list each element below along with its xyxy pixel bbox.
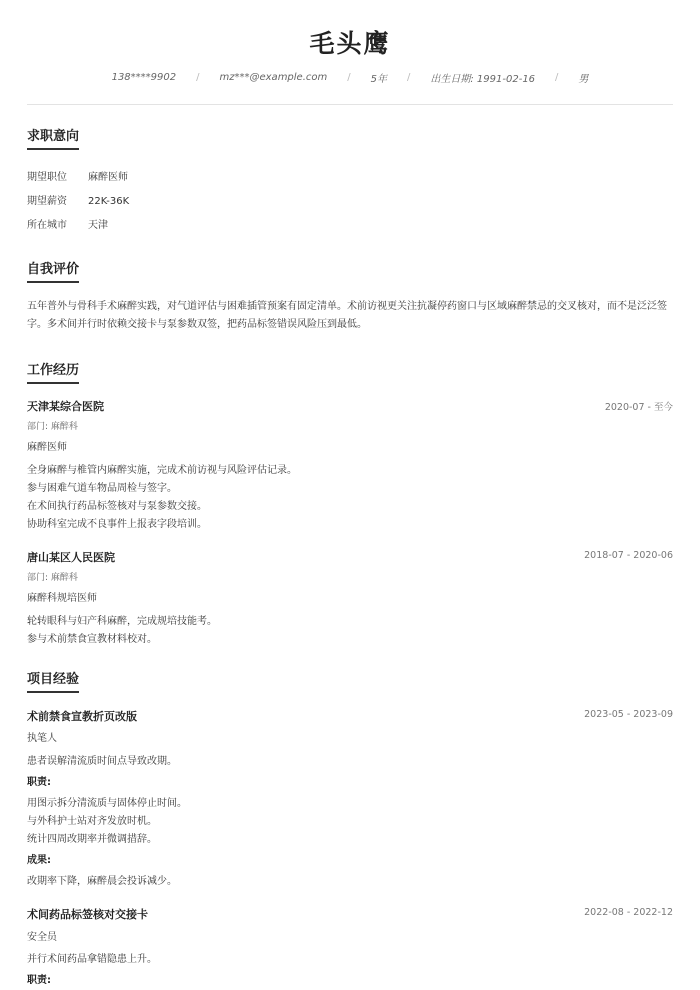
result-label: 成果: <box>27 855 51 866</box>
section-title-intent: 求职意向 <box>27 129 80 144</box>
work-dept: 部门: 麻醉科 <box>27 422 78 432</box>
project-duty: 用图示拆分清流质与固体停止时间。 <box>27 798 187 809</box>
candidate-name: 毛头鹰 <box>309 29 391 58</box>
intent-value: 麻醉医师 <box>88 172 128 183</box>
work-duty: 参与术前禁食宣教材料校对。 <box>27 634 157 645</box>
work-dept: 部门: 麻醉科 <box>27 573 78 583</box>
work-duty: 在术间执行药品标签核对与泵参数交接。 <box>27 501 207 512</box>
intent-row-city <box>27 216 108 231</box>
project-desc: 患者误解清流质时间点导致改期。 <box>27 756 177 767</box>
gender-text: 男 <box>578 74 589 85</box>
section-underline <box>27 691 79 693</box>
work-org: 天津某综合医院 <box>27 400 104 413</box>
work-duty: 轮转眼科与妇产科麻醉，完成规培技能考。 <box>27 616 217 627</box>
separator: / <box>196 72 200 83</box>
intent-key: 所在城市 <box>27 220 67 231</box>
project-duty: 与外科护士站对齐发放时机。 <box>27 816 157 827</box>
work-date: 2018-07 - 2020-06 <box>584 550 673 561</box>
phone-text: 138****9902 <box>111 72 177 83</box>
project-result: 改期率下降，麻醉晨会投诉减少。 <box>27 876 177 887</box>
work-org: 唐山某区人民医院 <box>27 551 115 564</box>
project-role: 执笔人 <box>27 733 57 744</box>
section-title-projects: 项目经验 <box>27 672 80 687</box>
project-duty: 统计四周改期率并微调措辞。 <box>27 834 157 845</box>
separator: / <box>555 72 559 83</box>
project-name: 术前禁食宣教折页改版 <box>27 710 137 723</box>
intent-row-salary <box>27 192 129 207</box>
intent-row-position <box>27 168 128 183</box>
project-role: 安全员 <box>27 932 57 943</box>
work-date: 2020-07 - 至今 <box>604 402 673 413</box>
duty-label: 职责: <box>27 777 51 788</box>
section-underline <box>27 281 79 283</box>
birth-date: 出生日期: 1991-02-16 <box>430 74 536 85</box>
intent-key: 期望职位 <box>27 172 67 183</box>
section-title-self: 自我评价 <box>27 262 80 277</box>
work-role: 麻醉医师 <box>27 442 67 453</box>
intent-value: 22K-36K <box>88 196 130 207</box>
self-evaluation-text: 五年普外与骨科手术麻醉实践，对气道评估与困难插管预案有固定清单。术前访视更关注抗凝停药窗口与区域麻醉禁忌的交叉核对，而不是泛泛签字。多术间并行时依赖交接卡与泵参数双签，把药品标签错误风险压到最低。 <box>27 301 667 330</box>
email-text: mz***@example.com <box>219 72 328 83</box>
work-duty: 全身麻醉与椎管内麻醉实施，完成术前访视与风险评估记录。 <box>27 465 297 476</box>
separator: / <box>347 72 351 83</box>
project-date: 2023-05 - 2023-09 <box>584 709 673 720</box>
intent-key: 期望薪资 <box>27 196 67 207</box>
project-date: 2022-08 - 2022-12 <box>584 907 673 918</box>
work-duty: 协助科室完成不良事件上报表字段培训。 <box>27 519 207 530</box>
section-title-work: 工作经历 <box>27 363 80 378</box>
section-underline <box>27 382 79 384</box>
separator: / <box>407 72 411 83</box>
experience-years: 5年 <box>370 74 387 85</box>
duty-label: 职责: <box>27 975 51 986</box>
header-divider <box>27 104 673 105</box>
intent-value: 天津 <box>88 220 108 231</box>
contact-bar <box>0 70 700 85</box>
work-duty: 参与困难气道车物品周检与签字。 <box>27 483 177 494</box>
work-role: 麻醉科规培医师 <box>27 593 97 604</box>
project-name: 术间药品标签核对交接卡 <box>27 908 148 921</box>
project-desc: 并行术间药品拿错隐患上升。 <box>27 954 157 965</box>
section-underline <box>27 148 79 150</box>
